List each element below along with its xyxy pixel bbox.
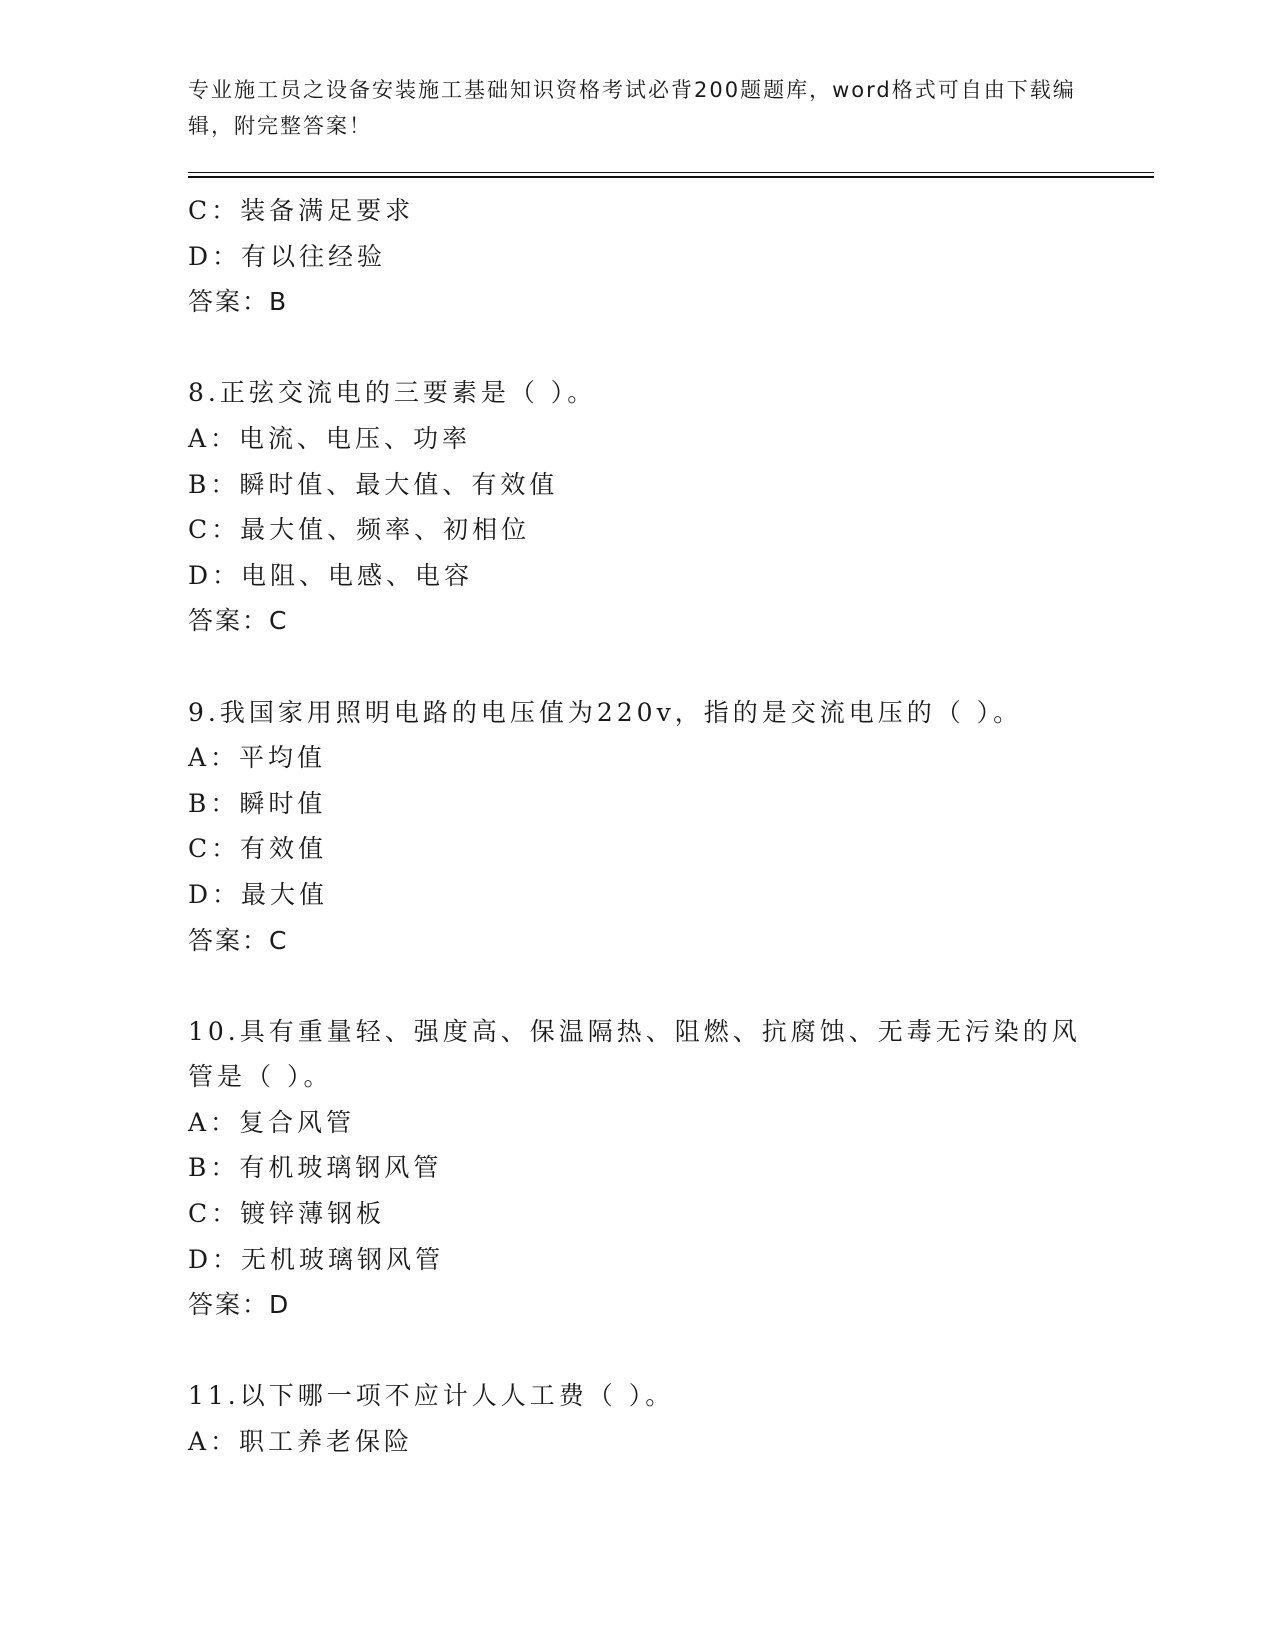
option-c: C：镀锌薄钢板 — [188, 1199, 386, 1229]
option-a: A：电流、电压、功率 — [188, 423, 472, 453]
answer: 答案：C — [188, 925, 289, 955]
question-stem: 11.以下哪一项不应计人人工费（ ）。 — [188, 1381, 675, 1411]
option-b: B：瞬时值、最大值、有效值 — [188, 469, 559, 499]
option-b: B：有机玻璃钢风管 — [188, 1153, 443, 1183]
header-rule-thick — [188, 176, 1154, 178]
option-a: A：平均值 — [188, 743, 327, 773]
option-c: C：装备满足要求 — [188, 196, 415, 225]
question-7-continued — [188, 188, 1088, 325]
answer: 答案：C — [188, 606, 289, 636]
option-d: D：无机玻璃钢风管 — [188, 1244, 445, 1274]
option-c: C：最大值、频率、初相位 — [188, 515, 531, 545]
option-d: D：有以往经验 — [188, 241, 387, 271]
question-stem: 10.具有重量轻、强度高、保温隔热、阻燃、抗腐蚀、无毒无污染的风管是（ ）。 — [188, 1016, 1081, 1092]
question-10 — [188, 1009, 1088, 1328]
question-list — [188, 188, 1088, 1465]
option-d: D：电阻、电感、电容 — [188, 560, 474, 590]
header-rule-thin — [188, 172, 1154, 173]
option-b: B：瞬时值 — [188, 788, 327, 818]
spacer — [188, 325, 1088, 371]
question-8 — [188, 370, 1088, 644]
question-9 — [188, 690, 1088, 964]
question-11 — [188, 1373, 1088, 1464]
option-a: A：职工养老保险 — [188, 1427, 414, 1457]
option-a: A：复合风管 — [188, 1107, 356, 1137]
spacer — [188, 644, 1088, 690]
spacer — [188, 1328, 1088, 1374]
question-stem: 8.正弦交流电的三要素是（ ）。 — [188, 378, 597, 408]
option-c: C：有效值 — [188, 834, 328, 864]
document-title: 专业施工员之设备安装施工基础知识资格考试必背200题题库，word格式可自由下载编辑，附完整答案！ — [188, 78, 1076, 138]
answer: 答案：D — [188, 1290, 291, 1320]
answer: 答案：B — [188, 287, 289, 317]
option-d: D：最大值 — [188, 879, 329, 909]
question-stem: 9.我国家用照明电路的电压值为220v，指的是交流电压的（ ）。 — [188, 697, 1023, 727]
spacer — [188, 963, 1088, 1009]
